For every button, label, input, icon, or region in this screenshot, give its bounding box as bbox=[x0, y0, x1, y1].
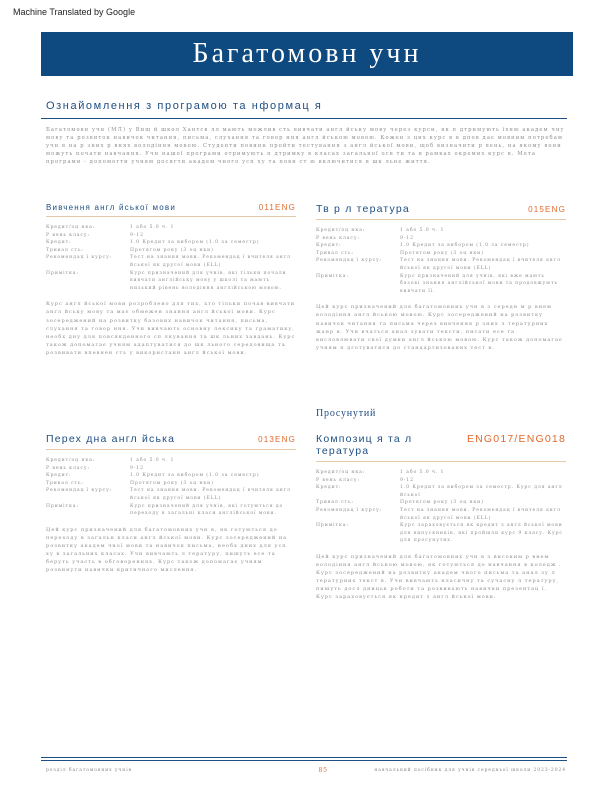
detail-key: Примітка: bbox=[316, 523, 349, 529]
course-description: Цей курс призначений для багатомовних учн в, як готуються до переходу в загальн класи англ йської мови. Курс зосереджений на розвитку академ чної мови та навичок письма, необх дних для усп ху в загальних класах. Учн вивчають л тературу, пишуть есе та беруть участь в обговореннях. Курс також допомагає учням розвинути навички критичного мислення. bbox=[46, 526, 288, 574]
detail-value: Курс призначений для учнів, які вже мають базові знання англійської мови та продовжують вивчати її. bbox=[400, 273, 558, 294]
footer-divider bbox=[41, 760, 567, 761]
course-code: ENG017/ENG018 bbox=[466, 433, 566, 445]
detail-key: Примітка: bbox=[46, 503, 79, 509]
footer-guide-label: навчальний посібник для учнів середньої школи 2023-2024 bbox=[374, 768, 566, 773]
course-title: Тв р л тература bbox=[316, 203, 410, 215]
detail-key: Кредит/оц нка: bbox=[316, 228, 366, 233]
page-number: 85 bbox=[318, 767, 328, 774]
course-details bbox=[46, 224, 296, 292]
detail-key: Кредит: bbox=[316, 243, 342, 249]
detail-value: 1 або 5.0 ч. 1 bbox=[130, 225, 175, 230]
detail-value: Протягом року (3 оц нки) bbox=[400, 250, 484, 256]
detail-key: Кредит/оц нка: bbox=[46, 458, 96, 463]
intro-heading: Ознайомлення з програмою та нформац я bbox=[46, 100, 323, 112]
intro-paragraph: Багатомовн учн (МЛ) у Вищ й школ Хантсв лл мають можлив сть вивчати англ йську мову через курси, як п дтримують їхню академ чну мову та розвиток навичок читання, письма, слухання та говор ння англ йською мовою. Кожен з цих курс в в дпов дає мовним потребам учн в на р зних р внях володіння мовою. Студенти повинн пройти тестування з англ йської мови, щоб визначити р вень, на якому вони можуть почати навчання. Учн нашої програми отримують п дтримку в класах загальної осв ти та в рамках окремих курс в. Мета програми - допомогти учням досягти академ чного усп ху та повн ст ю включитися в шк льне життя. bbox=[46, 127, 565, 166]
detail-key: Р вень класу: bbox=[316, 477, 360, 483]
course-description: Курс англ йської мови розроблено для тих, хто тільки почав вивчати англ йську мову та має обмежен знання англ йської мови. Курс зосереджений на розвитку базових навичок читання, письма, слухання та говор ння. Учн вивчають основну лексику та граматику, необх дну для повсякденного сп лкування та шк льних завдань. Курс також допомагає учням адаптуватися до шк льного середовища та розвивати впевнен сть у використанн англ йської мови. bbox=[46, 301, 296, 356]
course-card bbox=[316, 433, 566, 602]
detail-value: Протягом року (3 оц нки) bbox=[130, 480, 214, 486]
detail-value: 1.0 Кредит за вибором (1.0 за семестр) bbox=[130, 240, 260, 246]
detail-value: 1.0 Кредит за вибором (1.0 за семестр) bbox=[400, 243, 530, 249]
intro-divider bbox=[41, 118, 567, 119]
course-card bbox=[46, 203, 296, 357]
detail-key: Рекомендац ї курсу: bbox=[46, 255, 113, 261]
title-banner bbox=[41, 32, 573, 76]
machine-translated-label: Machine Translated by Google bbox=[13, 7, 136, 17]
detail-value: 1 або 5.0 ч. 1 bbox=[400, 228, 445, 233]
course-details bbox=[316, 469, 566, 545]
detail-value: Тест на знання мови. Рекомендац ї вчителя англ йської як другої мови (ELL) bbox=[130, 488, 291, 501]
detail-value: Протягом року (3 оц нки) bbox=[130, 247, 214, 253]
detail-key: Рекомендац ї курсу: bbox=[316, 258, 383, 264]
detail-value: 1.0 Кредит за вибором за семестр. Курс для англ йської bbox=[400, 485, 563, 498]
detail-value: Тест на знання мови. Рекомендац ї вчителя англ йської як другої мови (ELL) bbox=[400, 258, 561, 271]
detail-key: Р вень класу: bbox=[316, 235, 360, 241]
detail-value: 1 або 5.0 ч. 1 bbox=[130, 458, 175, 463]
detail-value: Протягом року (3 оц нки) bbox=[400, 500, 484, 506]
course-code: 011ENG bbox=[258, 203, 296, 212]
advanced-subheading: Просунутий bbox=[316, 408, 377, 419]
course-details bbox=[316, 227, 566, 295]
course-description: Цей курс призначений для багатомовних учн в з середн м р внем володіння англ йською мовою. Курс зосереджений на розвитку навичок читання та письма через вивчення р зних л тературних жанр в. Учн вчаться анал зувати тексти, писати есе та висловлювати свої думки англ йською мовою. Курс також допомагає учням п дготуватися до стандартизованих тест в. bbox=[316, 304, 563, 351]
detail-key: Рекомендац ї курсу: bbox=[316, 507, 383, 513]
course-title: Перех дна англ йська bbox=[46, 433, 176, 445]
detail-key: Кредит/оц нка: bbox=[46, 225, 96, 230]
page-footer bbox=[46, 767, 566, 774]
course-details bbox=[46, 457, 296, 518]
detail-key: Кредит: bbox=[316, 485, 342, 491]
detail-key: Р вень класу: bbox=[46, 232, 90, 238]
detail-value: Тест на знання мови. Рекомендац ї вчителя англ йської як другої мови (ELL) bbox=[400, 507, 561, 521]
detail-value: 9-12 bbox=[400, 477, 414, 483]
course-title: Композиц я та л тература bbox=[316, 433, 413, 457]
detail-value: 9-12 bbox=[400, 235, 414, 241]
course-header bbox=[46, 203, 296, 217]
detail-key: Тривал сть: bbox=[46, 247, 84, 253]
course-card bbox=[316, 203, 566, 352]
footer-divider bbox=[41, 757, 567, 758]
footer-section-label: розділ багатомовних учнів bbox=[46, 768, 132, 773]
detail-key: Р вень класу: bbox=[46, 465, 90, 471]
course-card bbox=[46, 433, 296, 574]
page-title: Багатомовн учн bbox=[192, 38, 422, 69]
course-code: 015ENG bbox=[528, 205, 566, 214]
detail-value: 1 або 5.0 ч. 1 bbox=[400, 470, 445, 475]
course-header bbox=[46, 433, 296, 450]
detail-value: Курс призначений для учнів, які тільки почали вивчати англійську мову у школі та мають низький рівень володіння англійською мовою. bbox=[130, 270, 287, 291]
detail-value: 1.0 Кредит за вибором (1.0 за семестр) bbox=[130, 473, 260, 479]
detail-key: Кредит: bbox=[46, 473, 72, 479]
detail-value: Курс призначений для учнів, які готуються до переходу в загальні класи англійської мови. bbox=[130, 503, 284, 517]
detail-value: 9-12 bbox=[130, 232, 144, 238]
course-header bbox=[316, 203, 566, 220]
detail-value: Тест на знання мови. Рекомендац ї вчителя англ йської як другої мови (ELL) bbox=[130, 255, 291, 268]
detail-key: Примітка: bbox=[46, 270, 79, 276]
detail-value: Курс зараховується як кредит з англ йської мови для випускників, які пройшли курс 9 класу. Курс для просунутих. bbox=[400, 523, 563, 544]
detail-key: Кредит/оц нка: bbox=[316, 470, 366, 475]
detail-key: Тривал сть: bbox=[46, 480, 84, 486]
detail-value: 9-12 bbox=[130, 465, 144, 471]
detail-key: Рекомендац ї курсу: bbox=[46, 488, 113, 494]
detail-key: Тривал сть: bbox=[316, 250, 354, 256]
detail-key: Примітка: bbox=[316, 273, 349, 279]
detail-key: Кредит: bbox=[46, 240, 72, 246]
course-header bbox=[316, 433, 566, 462]
detail-key: Тривал сть: bbox=[316, 500, 354, 506]
course-title: Вивчення англ йської мови bbox=[46, 203, 176, 212]
course-description: Цей курс призначений для багатомовних учн в з високим р внем володіння англ йською мовою, як готуються до навчання в коледж . Курс зосереджений на розвитку академ чного письма та анал зу л тературних текст в. Учн вивчають класичну та сучасну л тературу, пишуть досл дницьк роботи та розвивають навички презентац ї. Курс зараховується як кредит з англ йської мови. bbox=[316, 553, 562, 601]
course-code: 013ENG bbox=[258, 435, 296, 444]
